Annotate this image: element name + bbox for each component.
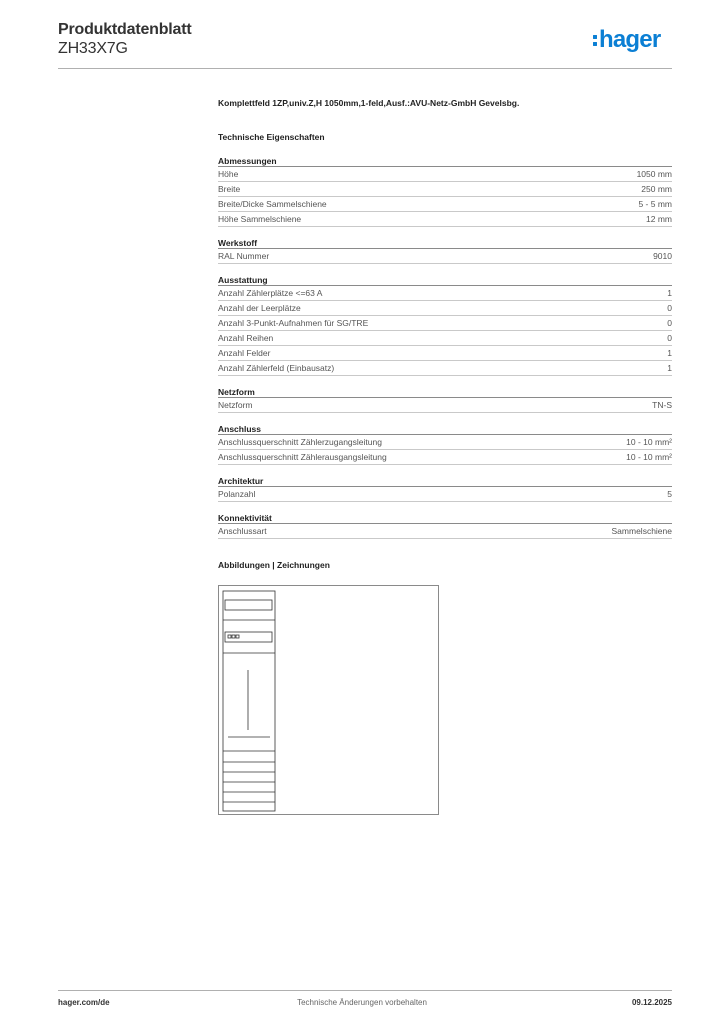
property-label: Anschlussquerschnitt Zählerausgangsleitung [218, 452, 387, 462]
logo-text: hager [599, 26, 661, 53]
property-value: 1 [667, 363, 672, 373]
section-title: Abmessungen [218, 156, 672, 167]
property-label: Anzahl Reihen [218, 333, 274, 343]
property-row [218, 167, 672, 182]
property-value: 0 [667, 303, 672, 313]
property-value: 5 - 5 mm [638, 199, 672, 209]
property-row [218, 197, 672, 212]
property-row [218, 212, 672, 227]
technical-properties-heading: Technische Eigenschaften [218, 132, 325, 142]
property-value: 9010 [653, 251, 672, 261]
footer-notice: Technische Änderungen vorbehalten [297, 998, 427, 1007]
logo-dots-icon [593, 35, 597, 46]
property-sections [218, 156, 672, 539]
property-value: 12 mm [646, 214, 672, 224]
header-divider [58, 68, 672, 69]
property-value: 1050 mm [636, 169, 672, 179]
footer-date: 09.12.2025 [631, 998, 672, 1007]
technical-drawing [218, 585, 439, 815]
property-row [218, 182, 672, 197]
hager-logo [593, 28, 660, 52]
datasheet-content [218, 96, 672, 571]
property-row [218, 524, 672, 539]
footer-website-link[interactable]: hager.com/de [58, 998, 110, 1007]
property-row [218, 435, 672, 450]
property-value: TN-S [652, 400, 672, 410]
property-row [218, 301, 672, 316]
property-label: RAL Nummer [218, 251, 270, 261]
property-row [218, 316, 672, 331]
property-section [218, 156, 672, 227]
product-code: ZH33X7G [58, 40, 128, 57]
property-value: 0 [667, 318, 672, 328]
property-section [218, 275, 672, 376]
property-label: Breite [218, 184, 241, 194]
property-value: 10 - 10 mm² [626, 437, 672, 447]
property-label: Anzahl Felder [218, 348, 271, 358]
property-row [218, 331, 672, 346]
property-value: 5 [667, 489, 672, 499]
property-section [218, 424, 672, 465]
property-label: Höhe Sammelschiene [218, 214, 302, 224]
property-row [218, 346, 672, 361]
property-value: 10 - 10 mm² [626, 452, 672, 462]
property-label: Anzahl Zählerplätze <=63 A [218, 288, 323, 298]
section-title: Werkstoff [218, 238, 672, 249]
property-row [218, 487, 672, 502]
property-row [218, 361, 672, 376]
meter-panel-drawing-icon [219, 586, 440, 816]
property-label: Anzahl der Leerplätze [218, 303, 301, 313]
property-section [218, 513, 672, 539]
product-description: Komplettfeld 1ZP,univ.Z,H 1050mm,1-feld,Ausf.:AVU-Netz-GmbH Gevelsbg. [218, 98, 520, 108]
property-value: 1 [667, 348, 672, 358]
section-title: Konnektivität [218, 513, 672, 524]
section-title: Ausstattung [218, 275, 672, 286]
property-section [218, 387, 672, 413]
section-title: Netzform [218, 387, 672, 398]
property-value: 250 mm [641, 184, 672, 194]
property-label: Anschlussart [218, 526, 267, 536]
property-label: Höhe [218, 169, 239, 179]
section-title: Architektur [218, 476, 672, 487]
property-row [218, 450, 672, 465]
property-label: Breite/Dicke Sammelschiene [218, 199, 327, 209]
property-row [218, 249, 672, 264]
property-value: Sammelschiene [611, 526, 672, 536]
page-title: Produktdatenblatt [58, 21, 192, 38]
property-label: Anzahl Zählerfeld (Einbausatz) [218, 363, 335, 373]
property-row [218, 398, 672, 413]
section-title: Anschluss [218, 424, 672, 435]
property-label: Anschlussquerschnitt Zählerzugangsleitung [218, 437, 382, 447]
property-section [218, 238, 672, 264]
property-value: 1 [667, 288, 672, 298]
property-label: Netzform [218, 400, 253, 410]
property-section [218, 476, 672, 502]
property-row [218, 286, 672, 301]
property-label: Anzahl 3-Punkt-Aufnahmen für SG/TRE [218, 318, 369, 328]
property-label: Polanzahl [218, 489, 256, 499]
images-heading: Abbildungen | Zeichnungen [218, 560, 330, 570]
property-value: 0 [667, 333, 672, 343]
footer-divider [58, 990, 672, 991]
